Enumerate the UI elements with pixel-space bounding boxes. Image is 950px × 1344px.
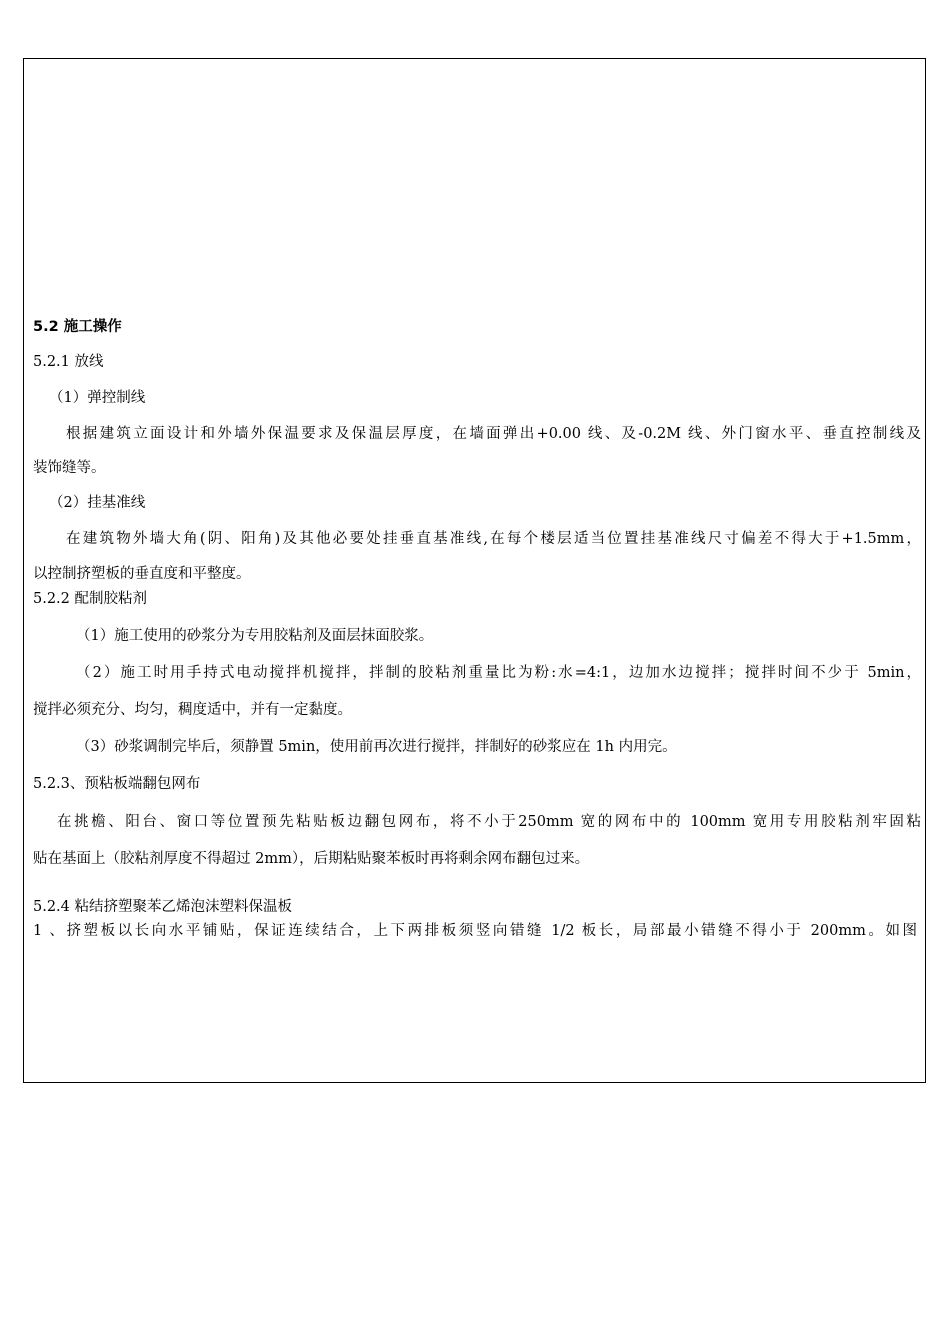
section-5-2-4-title: 5.2.4 粘结挤塑聚苯乙烯泡沫塑料保温板 — [33, 899, 293, 915]
glue-paragraph-2-line2: 搅拌必须充分、均匀，稠度适中，并有一定黏度。 — [33, 702, 352, 718]
section-5-2-1-title: 5.2.1 放线 — [33, 354, 104, 370]
mesh-paragraph-line1: 在挑檐、阳台、窗口等位置预先粘贴板边翻包网布，将不小于250mm 宽的网布中的 100mm 宽用专用胶粘剂牢固粘 — [57, 814, 921, 830]
board-paragraph-line1: 1 、挤塑板以长向水平铺贴，保证连续结合，上下两排板须竖向错缝 1/2 板长，局部最小错缝不得小于 200mm。如图 — [33, 923, 917, 939]
item1-title: （1）弹控制线 — [49, 390, 146, 406]
item2-paragraph-line2: 以控制挤塑板的垂直度和平整度。 — [33, 566, 251, 582]
section-heading: 5.2 施工操作 — [33, 319, 122, 335]
item2-paragraph-line1: 在建筑物外墙大角(阴、阳角)及其他必要处挂垂直基准线,在每个楼层适当位置挂基准线尺寸偏差不得大于+1.5mm， — [66, 531, 921, 547]
glue-paragraph-2-line1: （2）施工时用手持式电动搅拌机搅拌，拌制的胶粘剂重量比为粉:水=4:1，边加水边搅拌；搅拌时间不少于 5min， — [76, 665, 921, 681]
item2-title: （2）挂基准线 — [49, 495, 146, 511]
section-5-2-3-title: 5.2.3、预粘板端翻包网布 — [33, 776, 201, 792]
glue-paragraph-1: （1）施工使用的砂浆分为专用胶粘剂及面层抹面胶浆。 — [76, 628, 434, 644]
item1-paragraph-line2: 装饰缝等。 — [33, 460, 106, 476]
glue-paragraph-3: （3）砂浆调制完毕后，须静置 5min，使用前再次进行搅拌，拌制好的砂浆应在 1h 内用完。 — [76, 739, 677, 755]
item1-paragraph-line1: 根据建筑立面设计和外墙外保温要求及保温层厚度，在墙面弹出+0.00 线、及-0.2M 线、外门窗水平、垂直控制线及 — [66, 426, 921, 442]
section-5-2-2-title: 5.2.2 配制胶粘剂 — [33, 591, 148, 607]
mesh-paragraph-line2: 贴在基面上（胶粘剂厚度不得超过 2mm），后期粘贴聚苯板时再将剩余网布翻包过来。 — [33, 851, 590, 867]
